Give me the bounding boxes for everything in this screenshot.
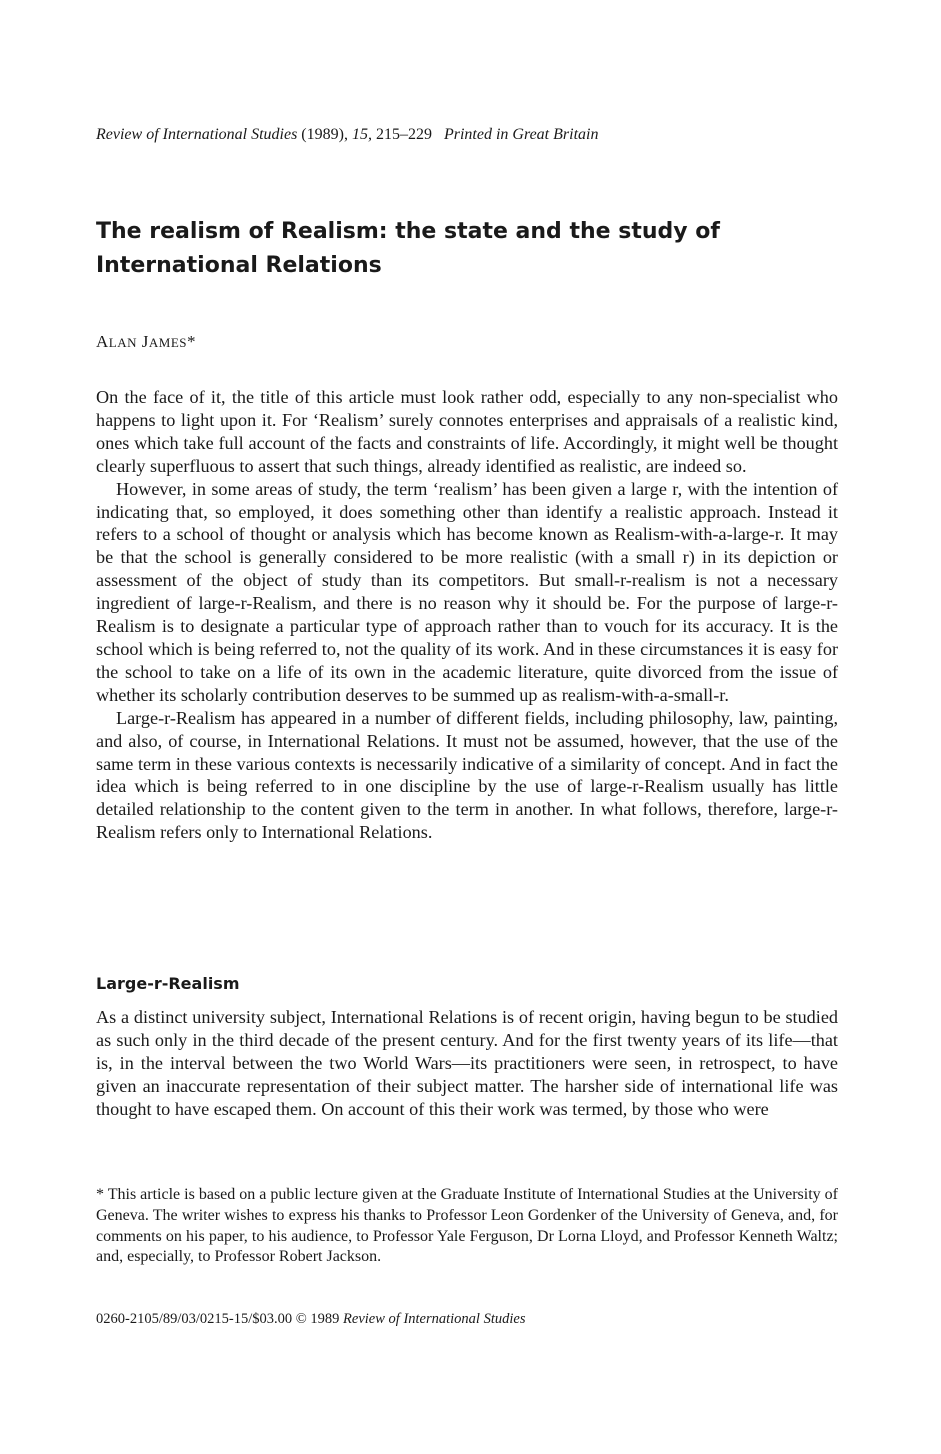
journal-citation-line (96, 126, 856, 144)
author-first-initial: A (96, 332, 109, 351)
author-name (96, 332, 196, 352)
paragraph: As a distinct university subject, International Relations is of recent origin, having begun to be studied as such only in the third decade of the present century. And for the first twenty years of its life—that is, in the interval between the two World Wars—its practitioners were seen, in retrospect, to have given an inaccurate representation of their subject matter. The harsher side of international life was thought to have escaped them. On account of this their work was termed, by those who were (96, 1007, 838, 1119)
author-last-rest: AMES (148, 335, 187, 350)
journal-year: (1989), (301, 126, 348, 143)
journal-pages: 215–229 (375, 126, 432, 143)
journal-name: Review of International Studies (96, 126, 298, 143)
paragraph: However, in some areas of study, the term ‘realism’ has been given a large r, with the intention of indicating that, so employed, it does something other than identify a realistic approach. Instead it refers to a school of thought or analysis which has become known as Realism-with-a-large-r. It may be that the school is generally considered to be more realistic (with a small r) in its depiction or assessment of the object of study than its competitors. But small-r-realism is not a necessary ingredient of large-r-Realism, and there is no reason why it should be. For the purpose of large-r-Realism is to designate a particular type of approach rather than to vouch for its accuracy. It is the school which is being referred to, not the quality of its work. And in these circumstances it is easy for the school to take on a life of its own in the academic literature, quite divorced from the issue of whether its scholarly contribution deserves to be summed up as realism-with-a-small-r. (96, 478, 838, 705)
copyright-line (96, 1311, 856, 1328)
printed-location: Printed in Great Britain (443, 126, 599, 143)
author-footnote-mark: * (187, 332, 196, 351)
copyright-journal: Review of International Studies (343, 1311, 526, 1327)
copyright-code: 0260-2105/89/03/0215-15/$03.00 © 1989 (96, 1311, 340, 1327)
author-last-initial: J (141, 332, 149, 351)
paragraph: Large-r-Realism has appeared in a number of different fields, including philosophy, law, painting, and also, of course, in International Relations. It must not be assumed, however, that the use of the same term in these various contexts is necessarily indicative of a similarity of concept. And in fact the idea which is being referred to in one discipline by the use of large-r-Realism usually has little detailed relationship to the content given to the term in another. In what follows, therefore, large-r-Realism refers only to International Relations. (96, 707, 838, 843)
paragraph: On the face of it, the title of this article must look rather odd, especially to any non-specialist who happens to light upon it. For ‘Realism’ surely connotes enterprises and appraisals of a realistic kind, ones which take full account of the facts and constraints of life. Accordingly, it might well be thought clearly superfluous to assert that such things, already identified as realistic, are indeed so. (96, 387, 838, 476)
footnote: * This article is based on a public lecture given at the Graduate Institute of International Studies at the University of Geneva. The writer wishes to express his thanks to Professor Leon Gordenker of the University of Geneva, and, for comments on his paper, to his audience, to Professor Yale Ferguson, Dr Lorna Lloyd, and Professor Kenneth Waltz; and, especially, to Professor Robert Jackson. (96, 1186, 838, 1266)
journal-volume: 15, (351, 126, 372, 143)
section-heading: Large-r-Realism (96, 974, 240, 993)
section-text (96, 1006, 838, 1121)
author-first-rest: LAN (108, 335, 137, 350)
article-title: The realism of Realism: the state and the study of International Relations (96, 219, 720, 278)
introduction-text (96, 386, 838, 844)
